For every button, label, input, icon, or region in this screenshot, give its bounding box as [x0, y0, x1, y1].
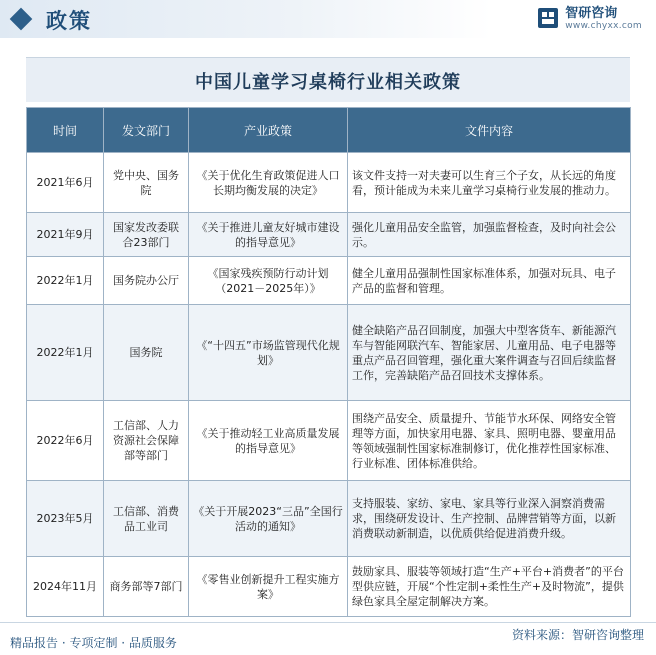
brand-url: www.chyxx.com — [565, 21, 642, 31]
cell-dept: 国务院办公厅 — [104, 257, 189, 305]
cell-content: 鼓励家具、服装等领域打造“生产+平台+消费者”的平台型供应链，开展“个性定制+柔性生产+及时物流”，提供绿色家具全屋定制解决方案。 — [348, 557, 631, 617]
table-row — [27, 213, 631, 257]
table-row — [27, 401, 631, 481]
table-header-row — [27, 108, 631, 153]
column-header-dept: 发文部门 — [104, 108, 189, 153]
cell-policy: 《关于推进儿童友好城市建设的指导意见》 — [189, 213, 348, 257]
cell-content: 围绕产品安全、质量提升、节能节水环保、网络安全管理等方面，加快家用电器、家具、照明电器、婴童用品等领域强制性国家标准制修订，优化推荐性国家标准、行业标准、团体标准供给。 — [348, 401, 631, 481]
brand-name: 智研咨询 — [565, 6, 618, 21]
cell-policy: 《关于推动轻工业高质量发展的指导意见》 — [189, 401, 348, 481]
cell-dept: 国家发改委联合23部门 — [104, 213, 189, 257]
policy-table — [26, 107, 631, 617]
cell-dept: 工信部、消费品工业司 — [104, 481, 189, 557]
cell-time: 2022年1月 — [27, 305, 104, 401]
cell-policy: 《关于优化生育政策促进人口长期均衡发展的决定》 — [189, 153, 348, 213]
footer-source: 资料来源：智研咨询整理 — [511, 628, 644, 642]
cell-time: 2021年9月 — [27, 213, 104, 257]
main-title: 中国儿童学习桌椅行业相关政策 — [195, 72, 461, 93]
section-title: 政策 — [46, 9, 92, 33]
cell-content: 健全儿童用品强制性国家标准体系，加强对玩具、电子产品的监督和管理。 — [348, 257, 631, 305]
cell-policy: 《“十四五”市场监管现代化规划》 — [189, 305, 348, 401]
title-band — [26, 57, 630, 102]
table-row — [27, 557, 631, 617]
cell-time: 2021年6月 — [27, 153, 104, 213]
column-header-time: 时间 — [27, 108, 104, 153]
column-header-policy: 产业政策 — [189, 108, 348, 153]
cell-content: 该文件支持一对夫妻可以生育三个子女，从长远的角度看，预计能成为未来儿童学习桌椅行业发展的推动力。 — [348, 153, 631, 213]
cell-content: 健全缺陷产品召回制度，加强大中型客货车、新能源汽车与智能网联汽车、智能家居、儿童用品、电子电器等重点产品召回管理，强化重大案件调查与召回后续监督工作，完善缺陷产品召回技术支撑体系。 — [348, 305, 631, 401]
cell-policy: 《关于开展2023“三品”全国行活动的通知》 — [189, 481, 348, 557]
cell-time: 2024年11月 — [27, 557, 104, 617]
footer-tagline: 精品报告 · 专项定制 · 品质服务 — [10, 636, 177, 650]
table-row — [27, 153, 631, 213]
table-row — [27, 481, 631, 557]
column-header-content: 文件内容 — [348, 108, 631, 153]
cell-policy: 《国家残疾预防行动计划（2021－2025年）》 — [189, 257, 348, 305]
cell-time: 2022年1月 — [27, 257, 104, 305]
cell-content: 支持服装、家纺、家电、家具等行业深入洞察消费需求，围绕研发设计、生产控制、品牌营销等方面，以新消费联动新制造，以优质供给促进消费升级。 — [348, 481, 631, 557]
cell-dept: 党中央、国务院 — [104, 153, 189, 213]
table-row — [27, 305, 631, 401]
cell-time: 2022年6月 — [27, 401, 104, 481]
brand — [565, 6, 642, 32]
cell-policy: 《零售业创新提升工程实施方案》 — [189, 557, 348, 617]
cell-content: 强化儿童用品安全监管，加强监督检查，及时向社会公示。 — [348, 213, 631, 257]
table-row — [27, 257, 631, 305]
cell-time: 2023年5月 — [27, 481, 104, 557]
cell-dept: 工信部、人力资源社会保障部等部门 — [104, 401, 189, 481]
brand-logo-icon — [537, 7, 559, 29]
footer-divider — [0, 622, 656, 623]
cell-dept: 国务院 — [104, 305, 189, 401]
cell-dept: 商务部等7部门 — [104, 557, 189, 617]
